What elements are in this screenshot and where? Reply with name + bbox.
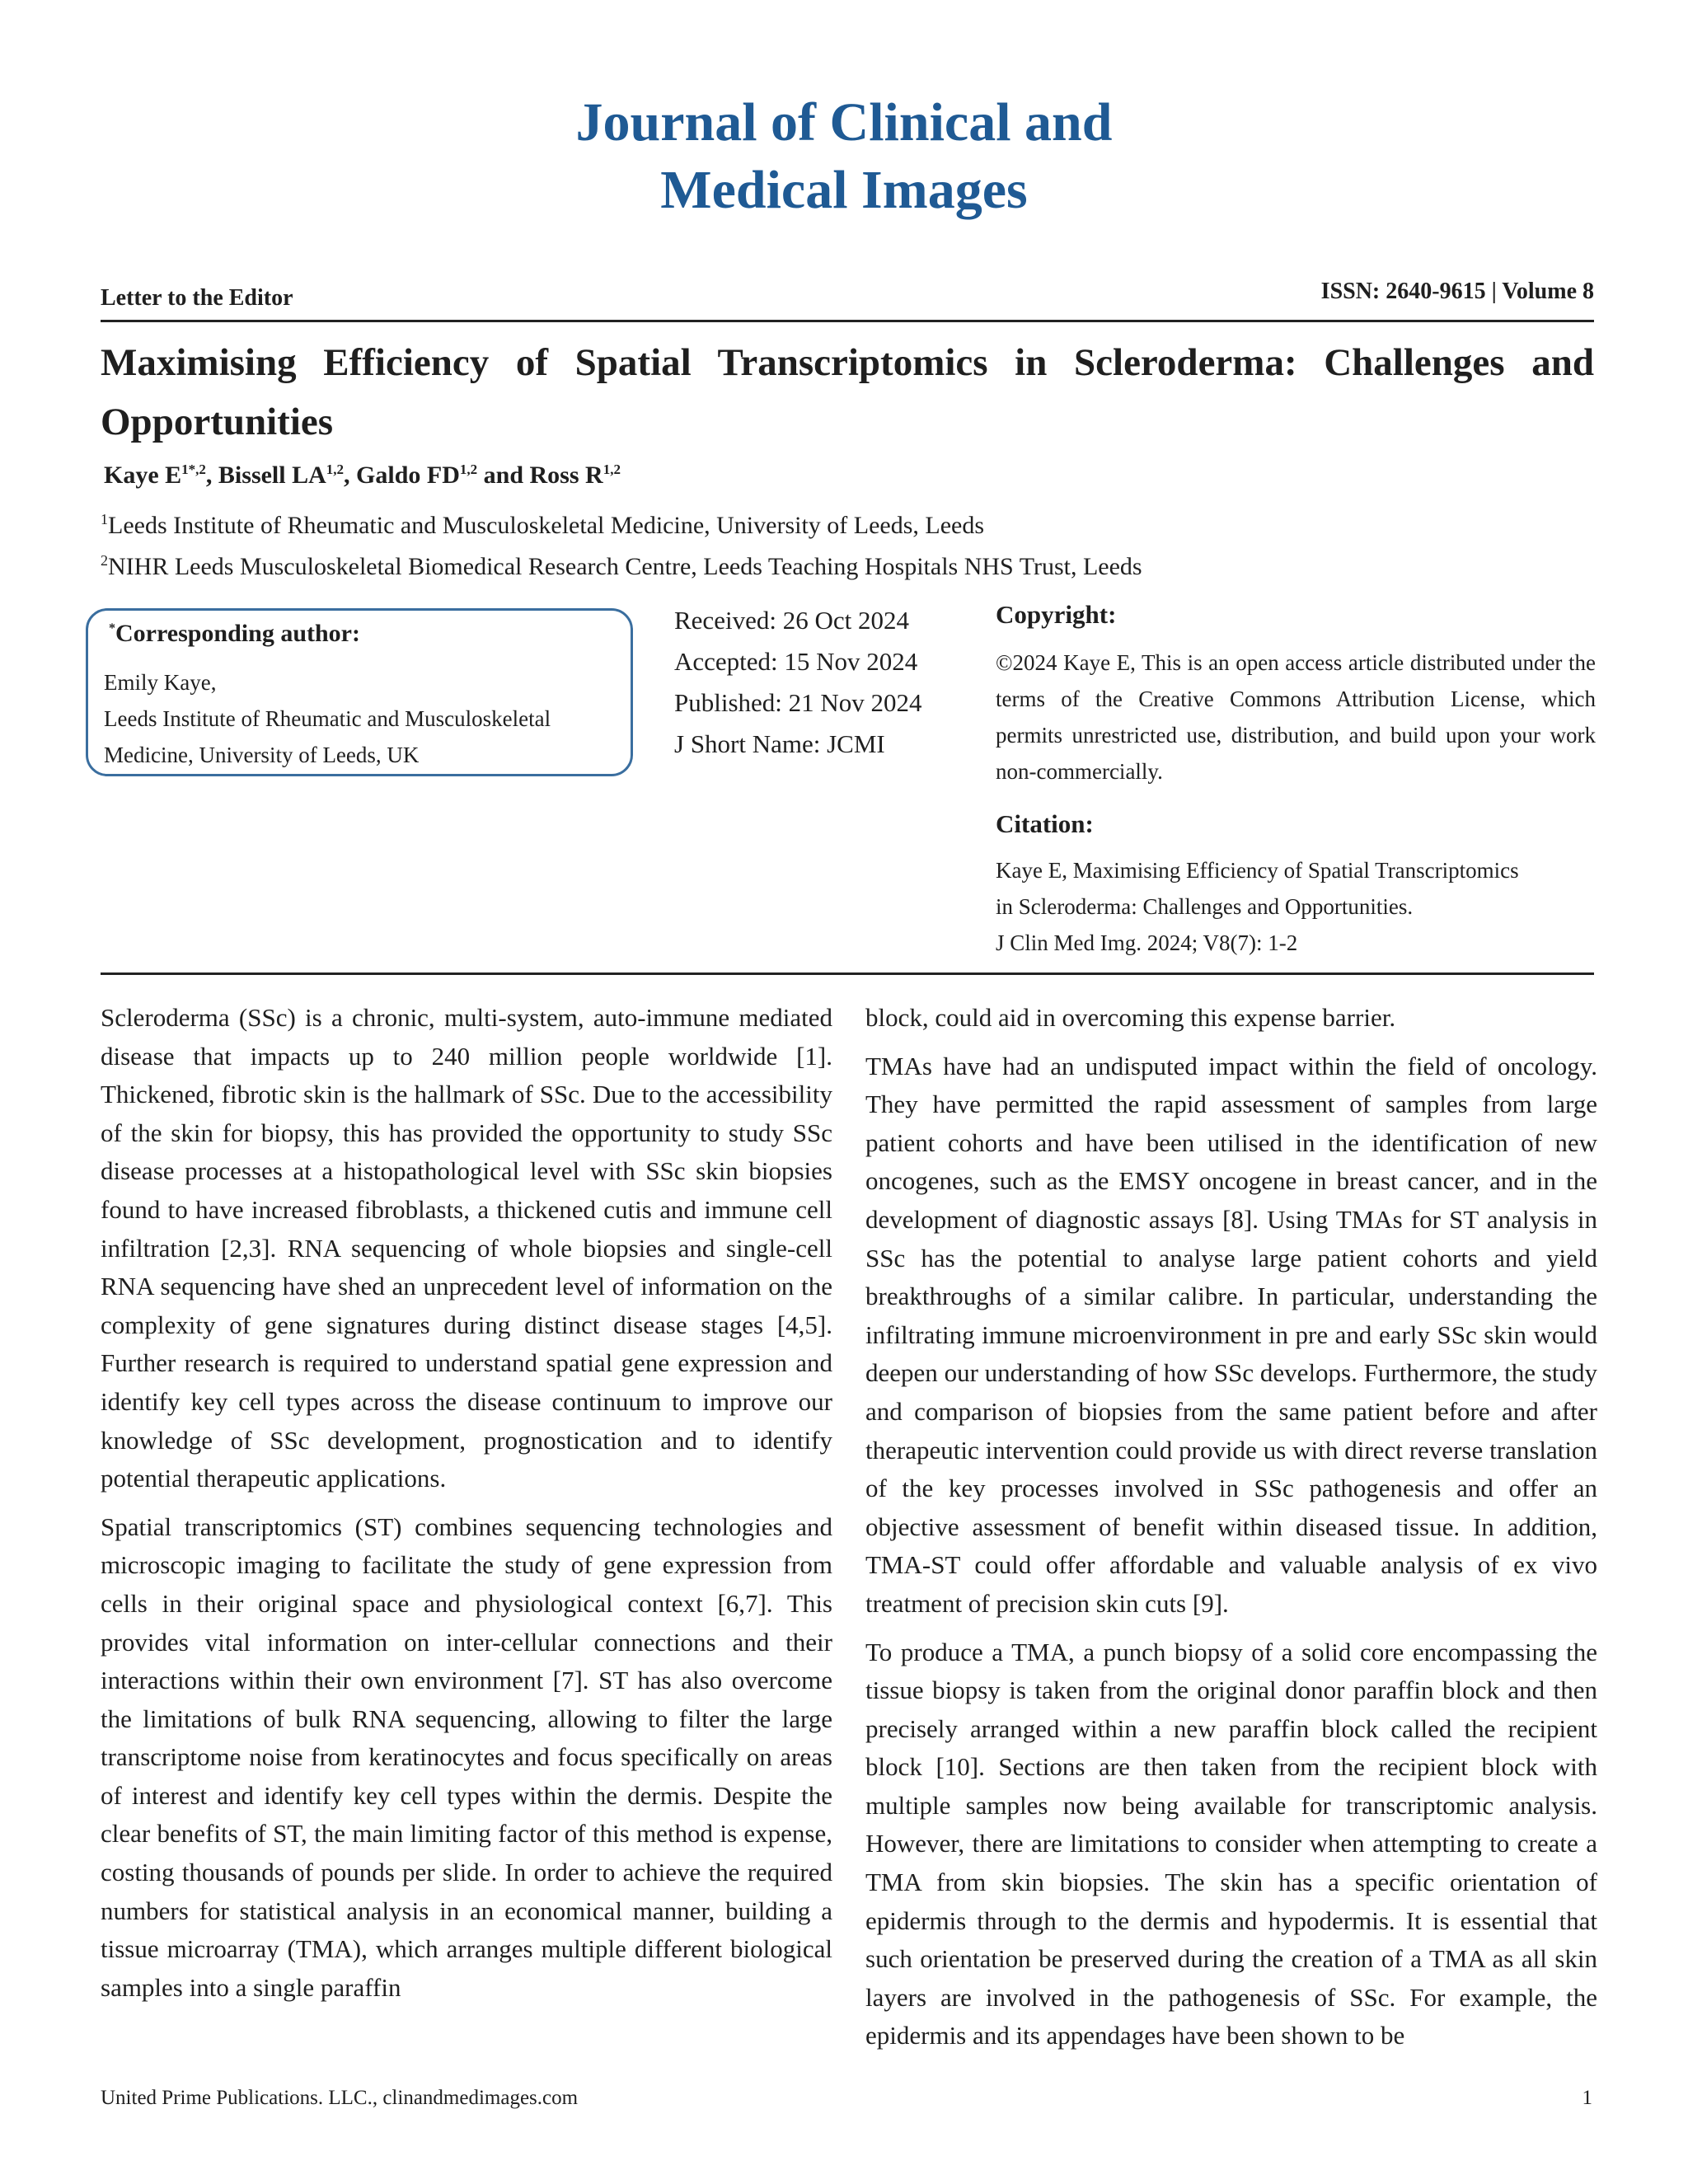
journal-title-line-1: Journal of Clinical and <box>575 92 1113 152</box>
corresponding-author-heading <box>109 620 360 648</box>
author-affiliation-marker: 1*,2 <box>181 462 206 477</box>
author-name: Bissell LA <box>218 462 326 489</box>
affiliation-number: 2 <box>101 552 108 569</box>
author-separator: , <box>344 462 357 489</box>
body-paragraph: Spatial transcriptomics (ST) combines sequencing technologies and microscopic imaging to facilitate the study of gene expression from cells in their original space and physiological context [6,7]. This provides vital information on inter-cellular connections and their interactions within their own environment [7]. ST has also overcome the limitations of bulk RNA sequencing, allowing to filter the large transcriptome noise from keratinocytes and focus specifically on areas of interest and identify key cell types within the dermis. Despite the clear benefits of ST, the main limiting factor of this method is expense, costing thousands of pounds per slide. In order to achieve the required numbers for statistical analysis in an economical manner, building a tissue microarray (TMA), which arranges multiple different biological samples into a single paraffin <box>101 1511 832 2002</box>
body-column-right <box>865 999 1597 2065</box>
author-affiliation-marker: 1,2 <box>326 462 345 477</box>
citation-line: in Scleroderma: Challenges and Opportunities. <box>996 894 1414 919</box>
body-paragraph: To produce a TMA, a punch biopsy of a solid core encompassing the tissue biopsy is taken from the original donor paraffin block and then precisely arranged within a new paraffin block called the recipient block [10]. Sections are then taken from the recipient block with multiple samples now being available for transcriptomic analysis. However, there are limitations to consider when attempting to create a TMA from skin biopsies. The skin has a specific orientation of epidermis through to the dermis and hypodermis. It is essential that such orientation be preserved during the creation of a TMA as all skin layers are involved in the pathogenesis of SSc. For example, the epidermis and its appendages have been shown to be <box>865 1637 1597 2050</box>
body-paragraph: TMAs have had an undisputed impact within the field of oncology. They have permitted the rapid assessment of samples from large patient cohorts and have been utilised in the identification of new oncogenes, such as the EMSY oncogene in breast cancer, and in the development of diagnostic assays [8]. Using TMAs for ST analysis in SSc has the potential to analyse large patient cohorts and yield breakthroughs of a similar calibre. In particular, understanding the infiltrating immune microenvironment in pre and early SSc skin would deepen our understanding of how SSc develops. Furthermore, the study and comparison of biopsies from the same patient before and after therapeutic intervention could provide us with direct reverse translation of the key processes involved in SSc pathogenesis and offer an objective assessment of benefit within diseased tissue. In addition, TMA-ST could offer affordable and valuable analysis of ex vivo treatment of precision skin cuts [9]. <box>865 1051 1597 1618</box>
body-paragraph: block, could aid in overcoming this expense barrier. <box>865 1003 1396 1032</box>
affiliation-text: NIHR Leeds Musculoskeletal Biomedical Research Centre, Leeds Teaching Hospitals NHS Trust, Leeds <box>108 553 1142 580</box>
body-paragraph: Scleroderma (SSc) is a chronic, multi-system, auto-immune mediated disease that impacts up to 240 million people worldwide [1]. Thickened, fibrotic skin is the hallmark of SSc. Due to the accessibility of the skin for biopsy, this has provided the opportunity to study SSc disease processes at a histopathological level with SSc skin biopsies found to have increased fibroblasts, a thickened cutis and immune cell infiltration [2,3]. RNA sequencing of whole biopsies and single-cell RNA sequencing have shed an unprecedent level of information on the complexity of gene signatures during distinct disease stages [4,5]. Further research is required to understand spatial gene expression and identify key cell types across the disease continuum to improve our knowledge of SSc development, prognostication and to identify potential therapeutic applications. <box>101 1003 832 1493</box>
affiliation-1 <box>101 503 984 542</box>
author-separator: and <box>477 462 530 489</box>
author-list <box>104 462 621 490</box>
corresponding-marker: * <box>109 621 115 635</box>
journal-short-name: J Short Name: JCMI <box>674 729 885 758</box>
corresponding-line: Medicine, University of Leeds, UK <box>104 743 420 767</box>
affiliation-number: 1 <box>101 511 108 527</box>
citation-heading: Citation: <box>996 809 1094 838</box>
article-dates <box>674 600 922 765</box>
affiliation-text: Leeds Institute of Rheumatic and Musculoskeletal Medicine, University of Leeds, Leeds <box>108 512 985 539</box>
published-date: Published: 21 Nov 2024 <box>674 688 922 717</box>
front-matter-rule <box>101 972 1594 975</box>
page-number: 1 <box>1582 2087 1592 2109</box>
author-affiliation-marker: 1,2 <box>603 462 621 477</box>
copyright-heading: Copyright: <box>996 600 1117 629</box>
body-column-left <box>101 999 832 2017</box>
author-separator: , <box>205 462 218 489</box>
author-name: Kaye E <box>104 462 182 489</box>
footer-publisher: United Prime Publications. LLC., clinandmedimages.com <box>101 2087 579 2109</box>
received-date: Received: 26 Oct 2024 <box>674 606 909 635</box>
corresponding-line: Leeds Institute of Rheumatic and Musculoskeletal <box>104 706 551 731</box>
citation-line: J Clin Med Img. 2024; V8(7): 1-2 <box>996 930 1298 955</box>
corresponding-title: Corresponding author: <box>115 620 360 647</box>
accepted-date: Accepted: 15 Nov 2024 <box>674 647 918 676</box>
citation-text <box>996 852 1596 961</box>
affiliation-2 <box>101 544 1142 583</box>
journal-title-line-2: Medical Images <box>660 160 1028 220</box>
article-type: Letter to the Editor <box>101 285 293 311</box>
header-rule <box>101 320 1594 322</box>
citation-line: Kaye E, Maximising Efficiency of Spatial Transcriptomics <box>996 858 1519 883</box>
article-title: Maximising Efficiency of Spatial Transcriptomics in Scleroderma: Challenges and Opportunities <box>101 341 1594 443</box>
author-name: Galdo FD <box>356 462 460 489</box>
corresponding-line: Emily Kaye, <box>104 670 217 695</box>
author-name: Ross R <box>529 462 603 489</box>
copyright-text: ©2024 Kaye E, This is an open access article distributed under the terms of the Creative Commons Attribution License, which permits unrestricted use, distribution, and build upon your work non-commercially. <box>996 650 1596 784</box>
journal-title <box>0 89 1688 224</box>
issn-volume: ISSN: 2640-9615 | Volume 8 <box>1320 279 1594 304</box>
author-affiliation-marker: 1,2 <box>459 462 478 477</box>
